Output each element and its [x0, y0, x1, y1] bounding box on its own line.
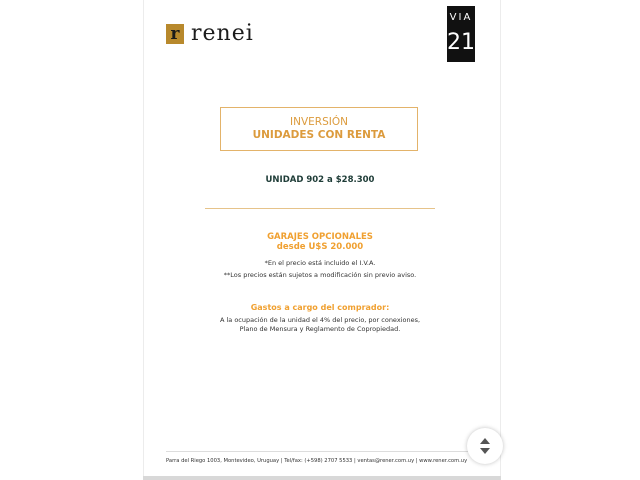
investment-heading-box: [220, 107, 418, 151]
rener-logo: [166, 23, 254, 45]
page-edge: [143, 476, 501, 480]
logo-wordmark: renei: [191, 21, 254, 46]
logo-mark-icon: r: [166, 24, 184, 44]
heading-line-1: INVERSIÓN: [290, 116, 348, 128]
badge-number: 21: [447, 30, 475, 55]
badge-via-text: VIA: [449, 12, 473, 23]
via-21-badge: [447, 6, 475, 62]
expenses-line-1: A la ocupación de la unidad el 4% del precio, por conexiones,: [219, 316, 421, 324]
footer-divider: [166, 451, 475, 452]
note-vat: *En el precio está incluido el I.V.A.: [264, 259, 376, 267]
garages-line-2: desde U$S 20.000: [276, 242, 364, 252]
expenses-title: Gastos a cargo del comprador:: [250, 303, 390, 312]
up-down-arrows-icon: [467, 428, 503, 464]
expenses-text: [190, 316, 450, 334]
garages-offer: [200, 232, 440, 252]
expenses-line-2: Plano de Mensura y Reglamento de Copropiedad.: [239, 325, 401, 333]
footer-contact: Parra del Riego 1003, Montevideo, Uruguay | Tel/fax: (+598) 2707 5533 | ventas@rener.com.uy | www.rener.com.uy: [166, 458, 468, 464]
section-divider: [205, 208, 435, 209]
scroll-control-button[interactable]: [467, 428, 503, 464]
unit-offer: UNIDAD 902 a $28.300: [265, 175, 375, 185]
note-prices: **Los precios están sujetos a modificación sin previo aviso.: [223, 271, 417, 279]
garages-line-1: GARAJES OPCIONALES: [267, 232, 373, 242]
heading-line-2: UNIDADES CON RENTA: [252, 129, 386, 141]
